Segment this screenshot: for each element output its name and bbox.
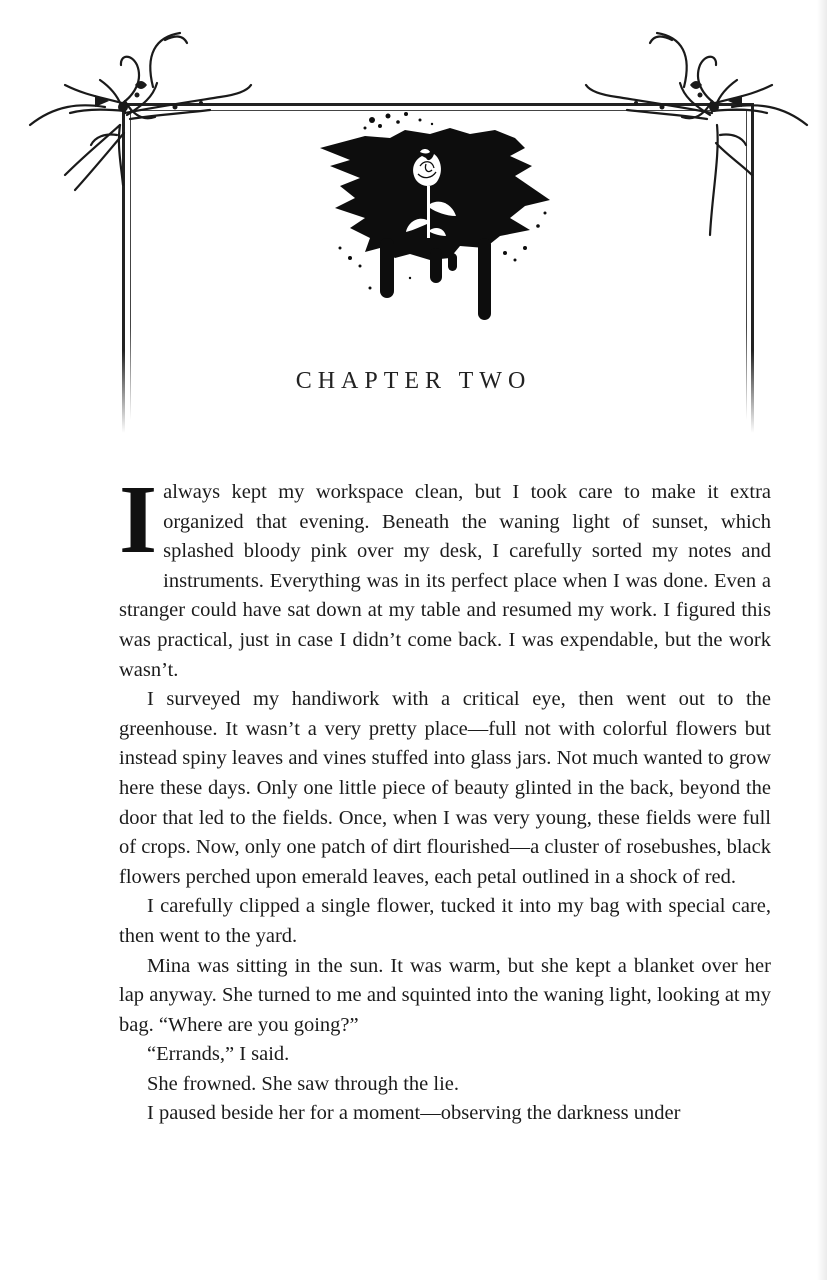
page-edge-shadow [817,0,827,1280]
paragraph-4: Mina was sitting in the sun. It was warm, but she kept a blanket over her lap anyway. She turned to me and squinted into the waning light, looking at my bag. “Where are you going?” [119,954,771,1036]
flourish-corner-left-icon [25,25,255,195]
chapter-body [119,466,771,1129]
paragraph-2: I surveyed my handiwork with a critical eye, then went out to the greenhouse. It wasn’t a very pretty place—full not with colorful flowers but instead spiny leaves and vines stuffed into glass jars. Not much wanted to grow here these days. Only one little piece of beauty glinted in the back, beyond the door that led to the fields. Once, when I was very young, these fields were full of crops. Now, only one patch of dirt flourished—a cluster of rosebushes, black flowers perched upon emerald leaves, each petal outlined in a shock of red. [119,688,771,888]
flourish-corner-right-icon [582,25,812,245]
rose-ink-splatter-icon [310,108,560,328]
paragraph-5: “Errands,” I said. [147,1043,290,1066]
paragraph-3: I carefully clipped a single flower, tucked it into my bag with special care, then went to the yard. [119,895,771,947]
paragraph-7: I paused beside her for a moment—observing the darkness under [147,1102,681,1125]
drop-cap: I [119,466,158,574]
paragraph-1-text: always kept my workspace clean, but I took care to make it extra organized that evening. Beneath the waning light of sunset, which splashed bloody pink over my desk, I carefully sorted my notes and instruments. Everything was in its perfect place when I was done. Even a stranger could have sat down at my table and resumed my work. I figured this was practical, just in case I didn’t come back. I was expendable, but the work wasn’t. [119,481,771,681]
paragraph-6: She frowned. She saw through the lie. [147,1072,459,1095]
chapter-title: CHAPTER TWO [295,368,532,395]
paragraph-1 [119,466,771,685]
